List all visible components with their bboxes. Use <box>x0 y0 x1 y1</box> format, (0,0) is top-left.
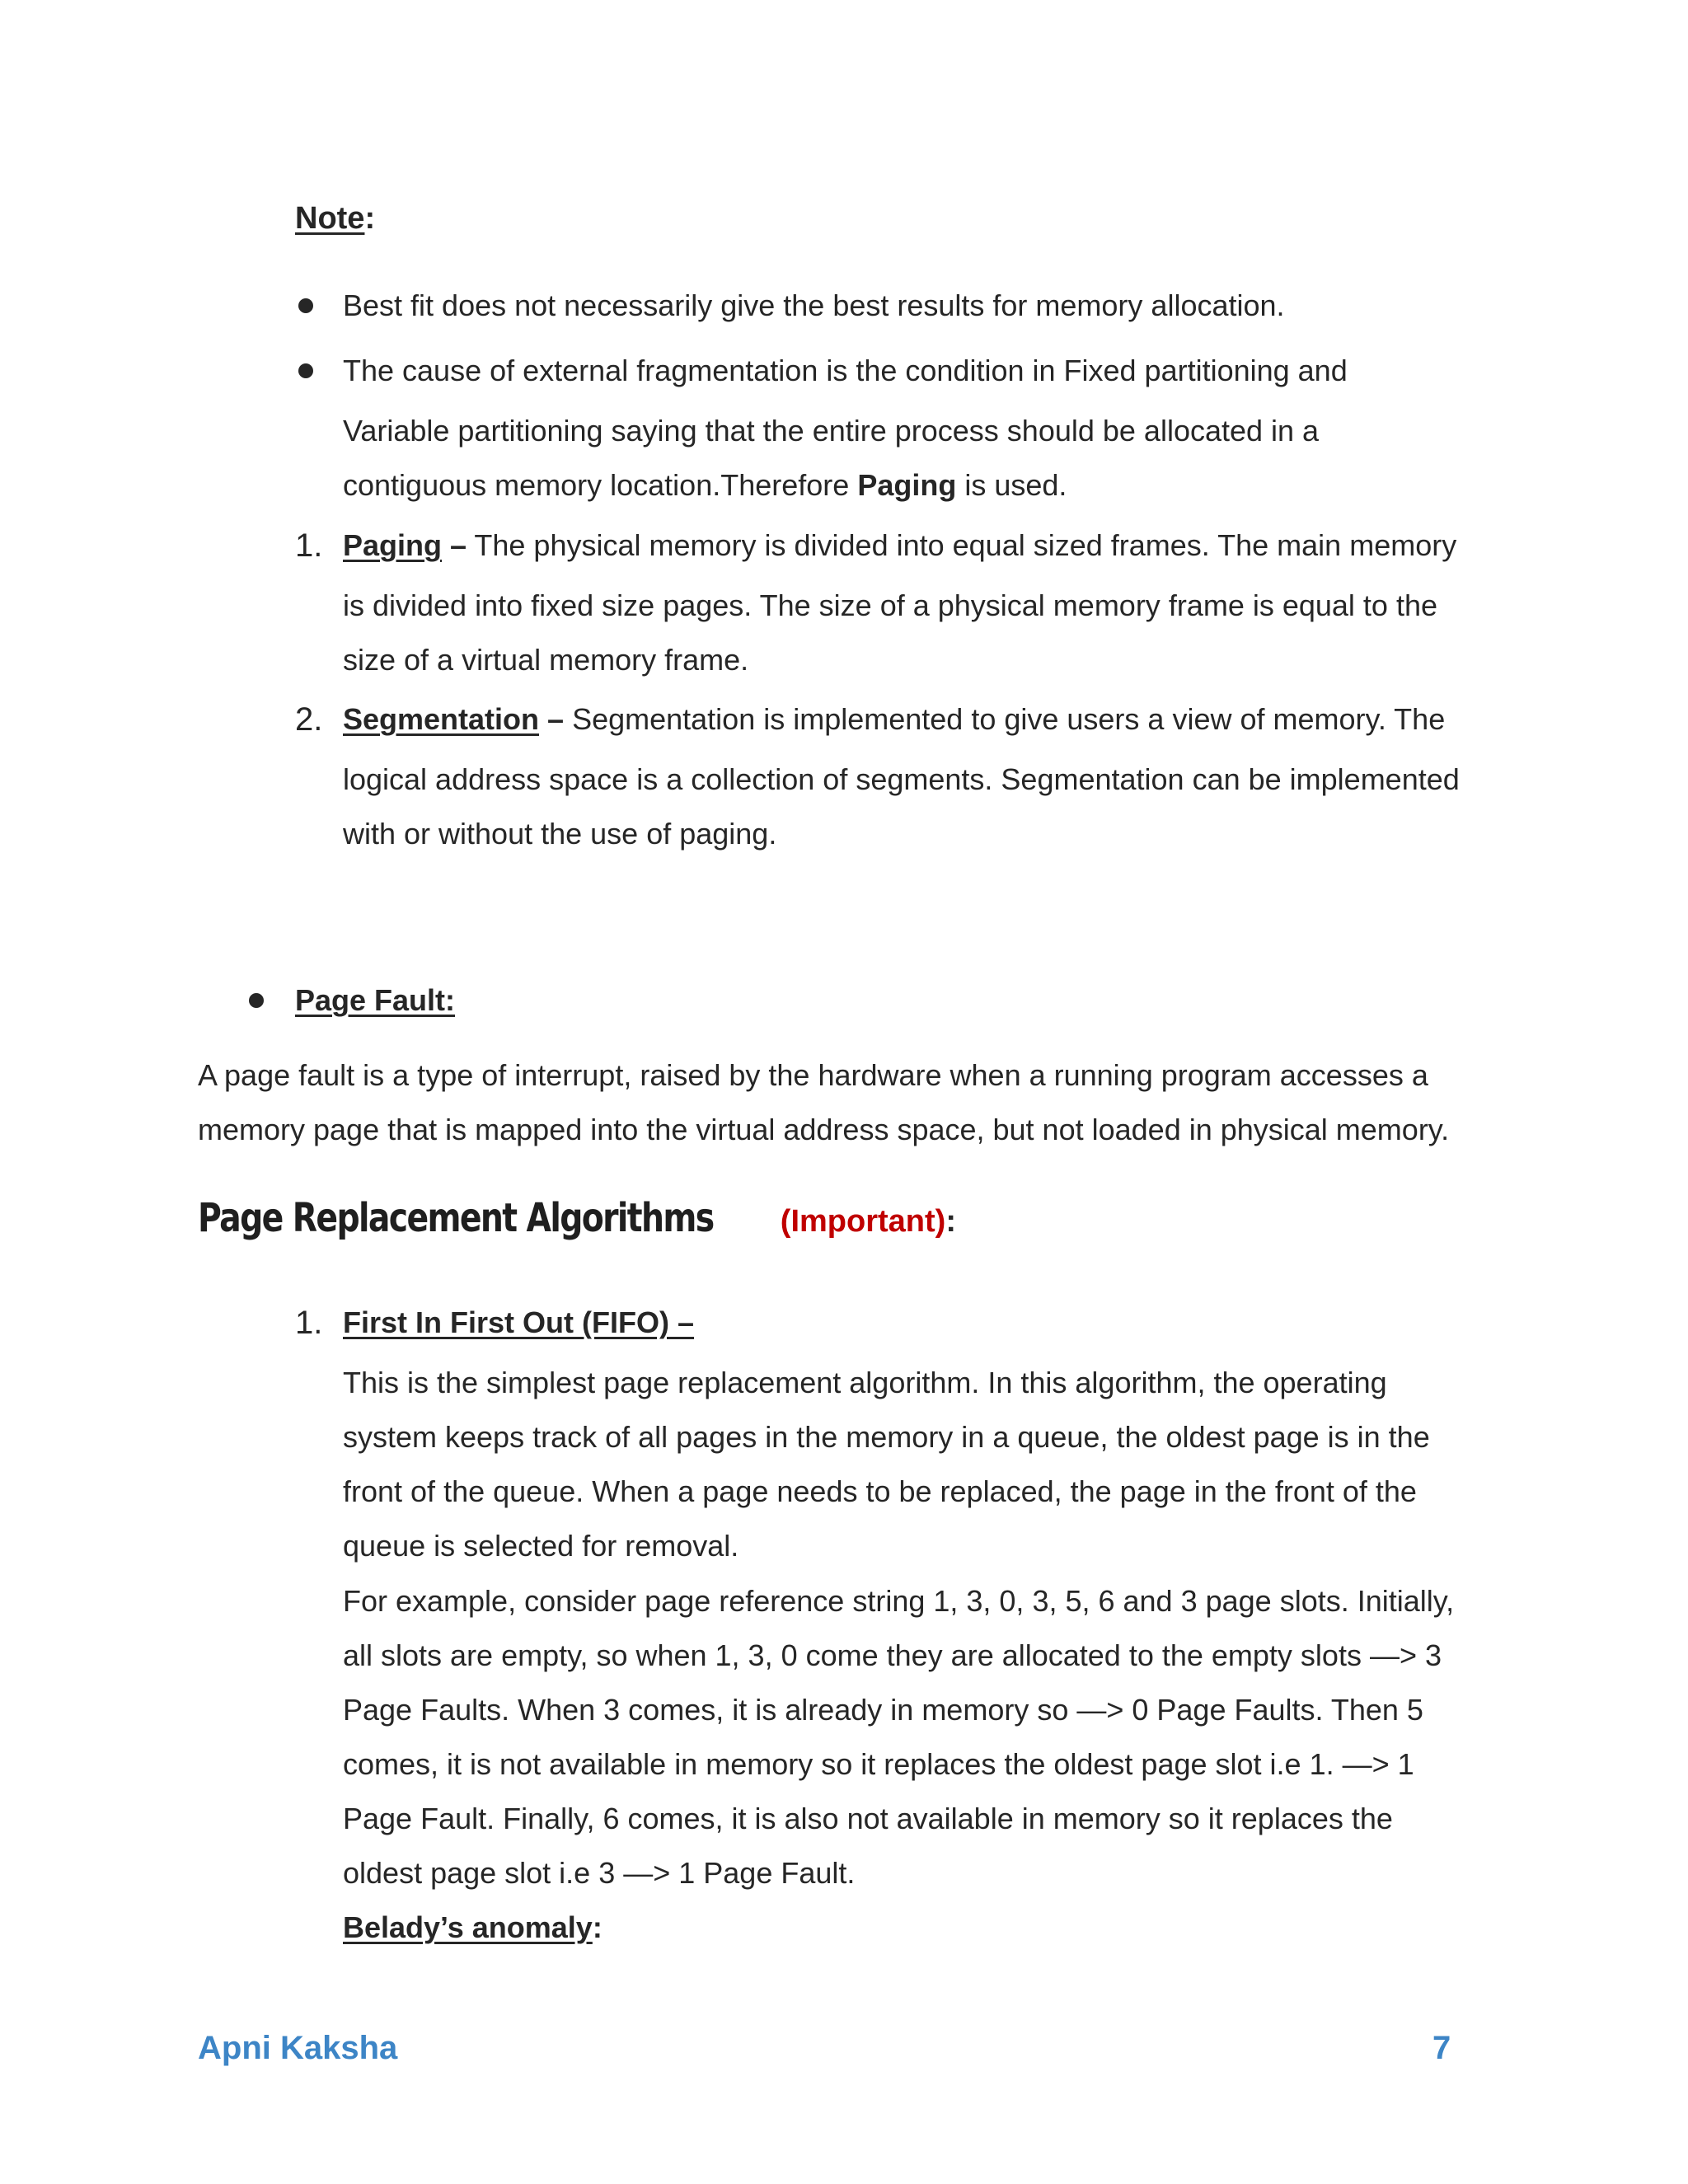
paging-dash: – <box>442 528 467 562</box>
fifo-line: oldest page slot i.e 3 —> 1 Page Fault. <box>343 1856 856 1890</box>
section-title: Page Replacement Algorithms <box>198 1195 714 1241</box>
paging-line-3: size of a virtual memory frame. <box>343 643 749 677</box>
fifo-line: queue is selected for removal. <box>343 1529 739 1563</box>
segmentation-line-1 <box>343 692 1445 747</box>
list-number: 2. <box>295 701 323 738</box>
note-heading <box>295 191 375 246</box>
note-bullet-1: Best fit does not necessarily give the best results for memory allocation. <box>343 288 1285 322</box>
belady-colon: : <box>592 1910 603 1944</box>
note-bullet-2-line-2: Variable partitioning saying that the entire process should be allocated in a <box>343 414 1320 448</box>
page-fault-heading: Page Fault: <box>295 983 456 1017</box>
fifo-line: system keeps track of all pages in the memory in a queue, the oldest page is in the <box>343 1420 1430 1454</box>
fifo-line: all slots are empty, so when 1, 3, 0 come they are allocated to the empty slots —> 3 <box>343 1638 1442 1672</box>
list-number: 1. <box>295 527 323 564</box>
section-colon: : <box>945 1204 956 1239</box>
section-heading <box>198 1195 956 1241</box>
important-tag: (Important) <box>780 1204 946 1239</box>
belady-heading <box>343 1900 603 1955</box>
fifo-line: This is the simplest page replacement algorithm. In this algorithm, the operating <box>343 1366 1387 1399</box>
paging-line-1 <box>343 518 1456 573</box>
page-fault-line-2: memory page that is mapped into the virtual address space, but not loaded in physical memory. <box>198 1113 1450 1146</box>
fifo-line: comes, it is not available in memory so it replaces the oldest page slot i.e 1. —> 1 <box>343 1747 1414 1781</box>
footer-brand: Apni Kaksha <box>198 2030 398 2066</box>
fifo-title: First In First Out (FIFO) – <box>343 1305 694 1339</box>
paging-term: Paging <box>343 528 443 562</box>
note-bullet-2-line-1: The cause of external fragmentation is the condition in Fixed partitioning and <box>343 354 1348 387</box>
paging-line-2: is divided into fixed size pages. The size of a physical memory frame is equal to the <box>343 588 1437 622</box>
fifo-line: front of the queue. When a page needs to be replaced, the page in the front of the <box>343 1474 1417 1508</box>
page-fault-line-1: A page fault is a type of interrupt, raised by the hardware when a running program accesses a <box>198 1058 1428 1092</box>
bullet-dot <box>298 363 313 378</box>
belady-label: Belady’s anomaly <box>343 1910 593 1944</box>
note-bullet-2-tail: is used. <box>956 468 1067 502</box>
segmentation-dash: – <box>539 702 565 736</box>
note-bullet-2-text: contiguous memory location.Therefore <box>343 468 858 502</box>
note-bullet-2-line-3 <box>343 458 1067 513</box>
fifo-line: Page Fault. Finally, 6 comes, it is also not available in memory so it replaces the <box>343 1802 1393 1835</box>
bullet-dot <box>298 298 313 313</box>
bullet-dot <box>249 993 264 1008</box>
note-label: Note <box>295 201 365 236</box>
list-number: 1. <box>295 1305 323 1341</box>
note-colon: : <box>364 201 376 236</box>
segmentation-line-2: logical address space is a collection of segments. Segmentation can be implemented <box>343 762 1460 796</box>
fifo-line: Page Faults. When 3 comes, it is already in memory so —> 0 Page Faults. Then 5 <box>343 1693 1423 1727</box>
footer-page-number: 7 <box>1432 2030 1451 2066</box>
segmentation-line-3: with or without the use of paging. <box>343 817 777 851</box>
segmentation-term: Segmentation <box>343 702 540 736</box>
fifo-line: For example, consider page reference string 1, 3, 0, 3, 5, 6 and 3 page slots. Initially, <box>343 1584 1455 1618</box>
paging-bold: Paging <box>857 468 957 502</box>
paging-text: The physical memory is divided into equal sized frames. The main memory <box>467 528 1457 562</box>
segmentation-text: Segmentation is implemented to give users a view of memory. The <box>564 702 1446 736</box>
